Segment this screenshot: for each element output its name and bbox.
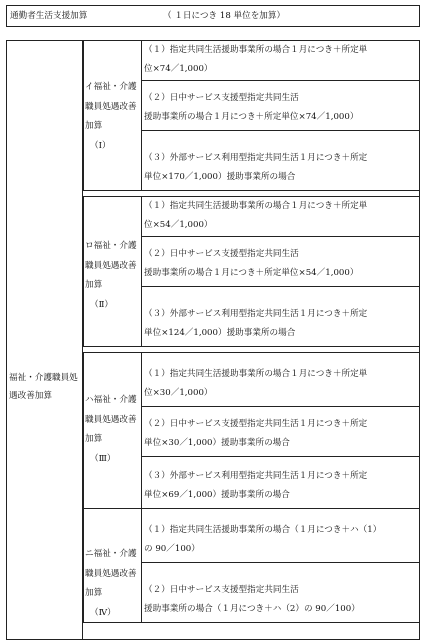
allowance-item-line: （１）指定共同生活援助事業所の場合（１月につき＋ハ（1） [144, 525, 382, 535]
allowance-item-line: 位×74／1,000） [144, 64, 213, 74]
allowance-item-line: 援助事業所の場合１月につき＋所定単位×74／1,000） [144, 112, 359, 122]
category-label-line: 加算 [85, 280, 103, 290]
allowance-item-line: （２）日中サービス支援型指定共同生活１月につき＋所定 [144, 419, 368, 429]
main-label-cell [6, 40, 83, 640]
allowance-item-line: 単位×69／1,000）援助事業所の場合 [144, 490, 290, 500]
allowance-item-line: （３）外部サービス利用型指定共同生活１月につき＋所定 [144, 153, 368, 163]
allowance-item-line: （２）日中サービス支援型指定共同生活 [144, 585, 299, 595]
category-label-line: ニ福祉・介護 [85, 549, 137, 559]
allowance-item-line: （１）指定共同生活援助事業所の場合１月につき＋所定単 [144, 201, 368, 211]
allowance-item-line: （２）日中サービス支援型指定共同生活 [144, 249, 299, 259]
allowance-item-line: 単位×124／1,000）援助事業所の場合 [144, 328, 296, 338]
category-label-line: 職員処遇改善 [85, 568, 137, 579]
category-label-line: イ福祉・介護 [85, 82, 137, 92]
allowance-item-line: 単位×30／1,000）援助事業所の場合 [144, 438, 290, 448]
allowance-item-line: （２）日中サービス支援型指定共同生活 [144, 93, 299, 103]
allowance-item-line: 位×54／1,000） [144, 220, 213, 230]
category-label-line: （Ⅱ） [90, 299, 114, 310]
allowance-item-line: （１）指定共同生活援助事業所の場合１月につき＋所定単 [144, 45, 368, 55]
category-label-line: 職員処遇改善 [85, 414, 137, 425]
allowance-item-line: 位×30／1,000） [144, 388, 213, 398]
allowance-item-line: 援助事業所の場合（１月につき＋ハ（2）の 90／100） [144, 604, 360, 614]
category-label-line: （Ⅳ） [90, 607, 116, 618]
category-label-line: 加算 [85, 434, 103, 444]
allowance-item-line: （３）外部サービス利用型指定共同生活１月につき＋所定 [144, 309, 368, 319]
header-note: （ １日につき 18 単位を加算） [163, 11, 286, 21]
main-label-line-2: 遇改善加算 [9, 391, 52, 401]
category-label-line: （Ⅲ） [90, 453, 116, 464]
category-label-line: 職員処遇改善 [85, 260, 137, 271]
category-label-line: 職員処遇改善 [85, 101, 137, 112]
header-title: 通勤者生活支援加算 [10, 11, 88, 21]
header-box [6, 5, 420, 27]
category-label-line: （Ⅰ） [90, 140, 111, 151]
main-label-line-1: 福祉・介護職員処 [9, 373, 78, 383]
allowance-item-line: （１）指定共同生活援助事業所の場合１月につき＋所定単 [144, 369, 368, 379]
allowance-item-line: 単位×170／1,000）援助事業所の場合 [144, 172, 296, 182]
category-label-line: ハ福祉・介護 [85, 395, 137, 405]
category-label-line: 加算 [85, 588, 103, 598]
category-label-line: ロ福祉・介護 [85, 241, 137, 251]
allowance-item-line: （３）外部サービス利用型指定共同生活１月につき＋所定 [144, 471, 368, 481]
category-label-line: 加算 [85, 121, 103, 131]
allowance-item-line: の 90／100） [144, 544, 200, 554]
allowance-item-line: 援助事業所の場合１月につき＋所定単位×54／1,000） [144, 268, 359, 278]
